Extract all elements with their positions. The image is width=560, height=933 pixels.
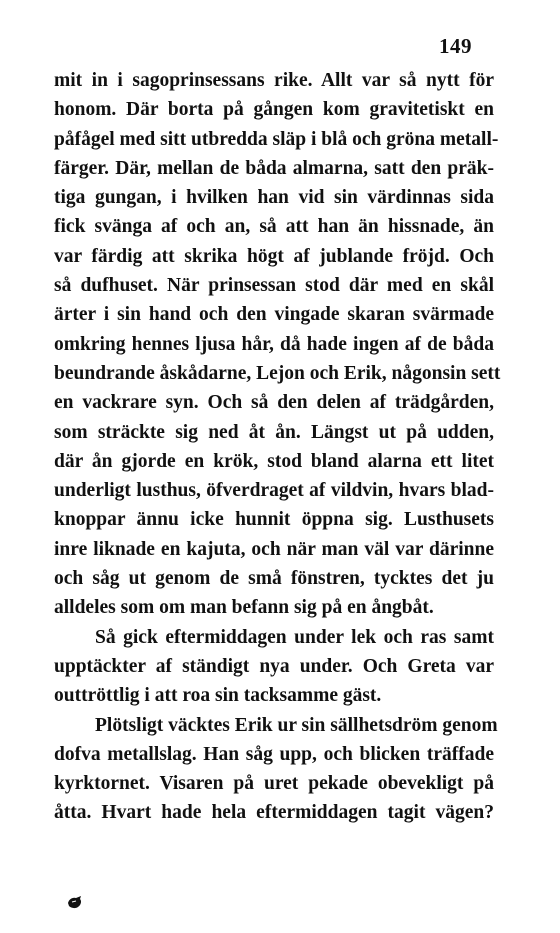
hand-pointer-ornament-icon <box>66 893 84 911</box>
text-line: och såg ut genom de små fönstren, tycktes det ju <box>54 568 494 590</box>
text-line: dofva metallslag. Han såg upp, och blicken träffade <box>54 743 494 765</box>
paragraph <box>54 711 498 828</box>
text-line: fick svänga af och an, så att han än hissnade, än <box>54 216 494 238</box>
text-line: tiga gungan, i hvilken han vid sin värdinnas sida <box>54 187 494 209</box>
text-line: var färdig att skrika högt af jublande fröjd. Och <box>54 245 494 267</box>
text-line: där ån gjorde en krök, stod bland alarna ett litet <box>54 450 494 472</box>
text-line: upptäckter af ständigt nya under. Och Greta var <box>54 655 494 677</box>
text-line: färger. Där, mellan de båda almarna, satt den präk- <box>54 157 494 179</box>
text-line: så dufhuset. När prinsessan stod där med en skål <box>54 275 494 297</box>
page-number: 149 <box>439 34 472 58</box>
text-line: åtta. Hvart hade hela eftermiddagen tagit vägen? <box>54 802 494 824</box>
text-line: alldeles som om man befann sig på en ångbåt. <box>54 597 434 619</box>
text-line: kyrktornet. Visaren på uret pekade obevekligt på <box>54 773 494 795</box>
text-line: inre liknade en kajuta, och när man väl var därinne <box>54 538 494 560</box>
text-line: Plötsligt väcktes Erik ur sin sällhetsdröm genom <box>95 714 498 736</box>
text-line: outtröttlig i att roa sin tacksamme gäst. <box>54 685 382 707</box>
text-line: Så gick eftermiddagen under lek och ras samt <box>95 626 494 648</box>
text-line: mit in i sagoprinsessans rike. Allt var så nytt för <box>54 70 494 91</box>
body-text <box>54 66 501 828</box>
text-line: omkring hennes ljusa hår, då hade ingen af de båda <box>54 333 494 355</box>
text-line: som sträckte sig ned åt ån. Längst ut på udden, <box>54 421 494 443</box>
text-line: knoppar ännu icke hunnit öppna sig. Lusthusets <box>54 509 494 531</box>
text-line: en vackrare syn. Och så den delen af trädgården, <box>54 392 494 414</box>
text-line: påfågel med sitt utbredda släp i blå och gröna metall- <box>54 128 499 150</box>
text-line: beundrande åskådarne, Lejon och Erik, någonsin sett <box>54 362 501 384</box>
text-line: honom. Där borta på gången kom gravitetiskt en <box>54 99 494 121</box>
paragraph <box>54 66 501 623</box>
paragraph <box>54 623 494 711</box>
text-line: ärter i sin hand och den vingade skaran svärmade <box>54 304 494 326</box>
text-line: underligt lusthus, öfverdraget af vildvin, hvars blad- <box>54 480 494 502</box>
